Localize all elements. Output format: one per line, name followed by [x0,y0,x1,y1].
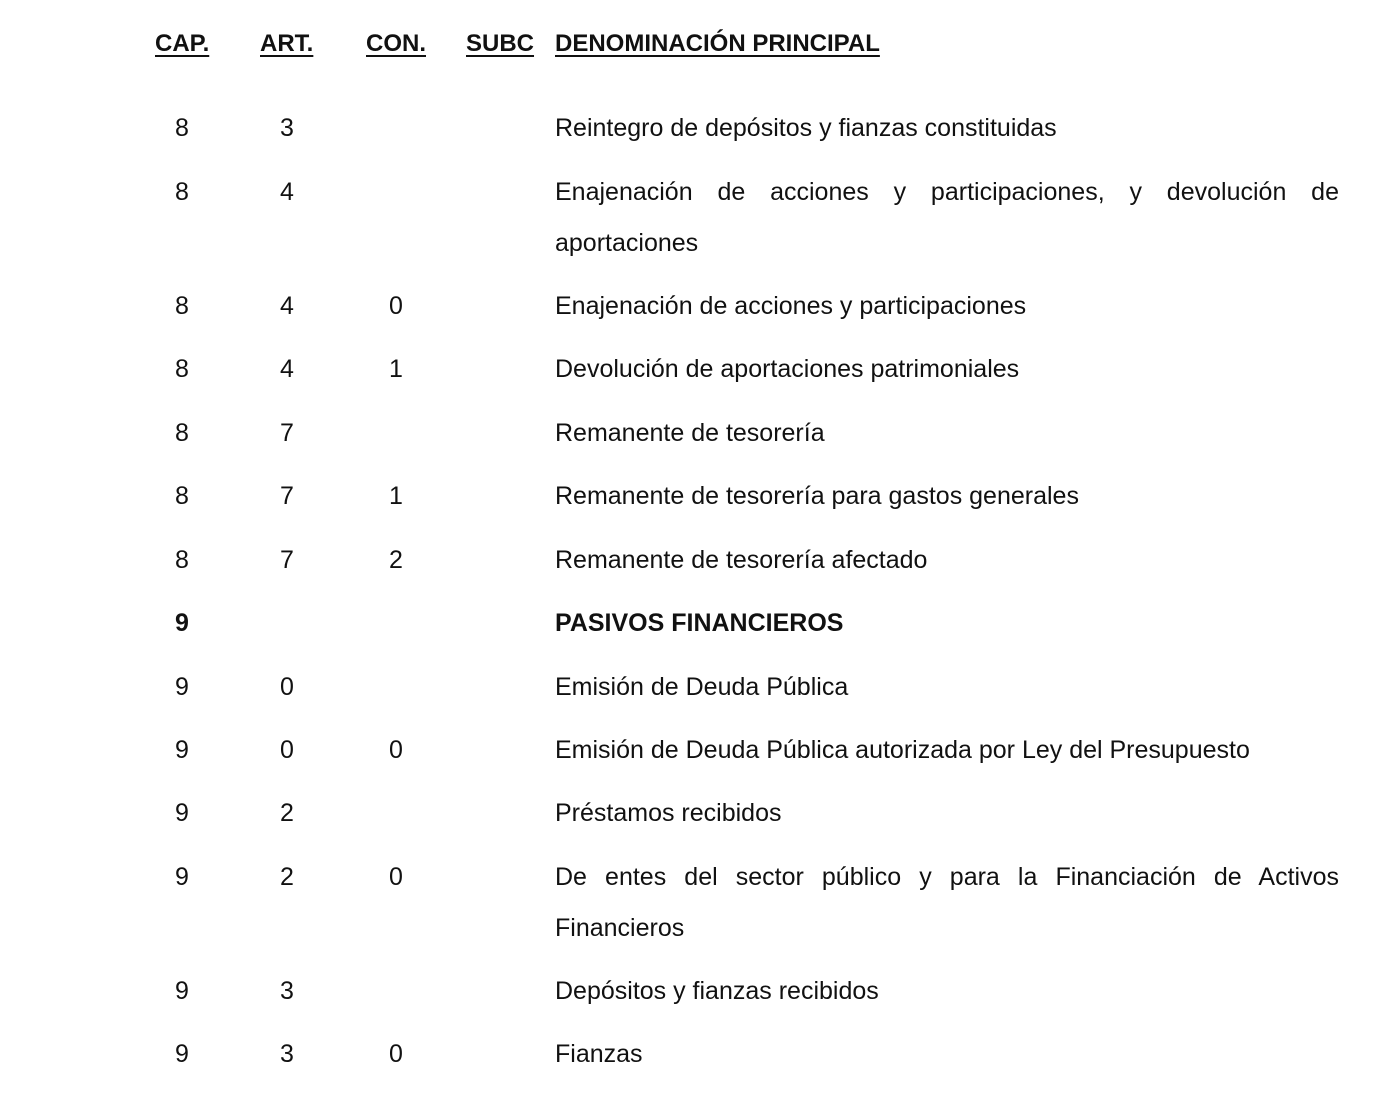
cell-denominacion: Remanente de tesorería para gastos generales [555,482,1079,510]
cell-art: 7 [280,546,294,574]
cell-art: 3 [280,977,294,1005]
cell-con: 0 [389,292,403,320]
header-con: CON. [366,30,426,57]
cell-con: 1 [389,355,403,383]
cell-cap: 8 [175,114,189,142]
cell-cap: 9 [175,799,189,827]
cell-cap: 8 [175,482,189,510]
cell-art: 7 [280,482,294,510]
cell-denominacion: Emisión de Deuda Pública autorizada por Ley del Presupuesto [555,736,1250,764]
cell-art: 0 [280,736,294,764]
cell-cap: 9 [175,736,189,764]
cell-con: 2 [389,546,403,574]
cell-denominacion: Remanente de tesorería afectado [555,546,928,574]
cell-denominacion: Emisión de Deuda Pública [555,673,849,701]
cell-art: 4 [280,355,294,383]
cell-cap: 9 [175,1040,189,1068]
cell-art: 4 [280,292,294,320]
header-art: ART. [260,30,314,57]
cell-denominacion: Depósitos y fianzas recibidos [555,977,879,1005]
cell-cap: 8 [175,292,189,320]
cell-art: 2 [280,863,294,891]
cell-denominacion: Devolución de aportaciones patrimoniales [555,355,1020,383]
cell-art: 4 [280,178,294,206]
cell-art: 0 [280,673,294,701]
cell-cap: 9 [175,977,189,1005]
cell-art: 2 [280,799,294,827]
cell-cap: 8 [175,355,189,383]
cell-con: 1 [389,482,403,510]
cell-denominacion: De entes del sector público y para la Financiación de Activos Financieros [555,863,1339,942]
cell-cap: 8 [175,546,189,574]
header-subc: SUBC [466,30,535,57]
cell-denominacion: Remanente de tesorería [555,419,825,447]
header-denominacion: DENOMINACIÓN PRINCIPAL [555,30,880,57]
cell-denominacion: Préstamos recibidos [555,799,782,827]
cell-cap: 9 [175,609,189,637]
cell-art: 7 [280,419,294,447]
cell-con: 0 [389,863,403,891]
cell-denominacion: Enajenación de acciones y participaciones [555,292,1027,320]
cell-denominacion: Fianzas [555,1040,643,1068]
cell-denominacion: Reintegro de depósitos y fianzas constituidas [555,114,1057,142]
cell-art: 3 [280,1040,294,1068]
cell-denominacion: Enajenación de acciones y participaciones, y devolución de aportaciones [555,178,1339,257]
cell-cap: 9 [175,673,189,701]
header-cap: CAP. [155,30,210,57]
cell-cap: 8 [175,419,189,447]
cell-cap: 9 [175,863,189,891]
cell-con: 0 [389,736,403,764]
cell-art: 3 [280,114,294,142]
cell-denominacion: PASIVOS FINANCIEROS [555,609,844,637]
cell-cap: 8 [175,178,189,206]
cell-con: 0 [389,1040,403,1068]
